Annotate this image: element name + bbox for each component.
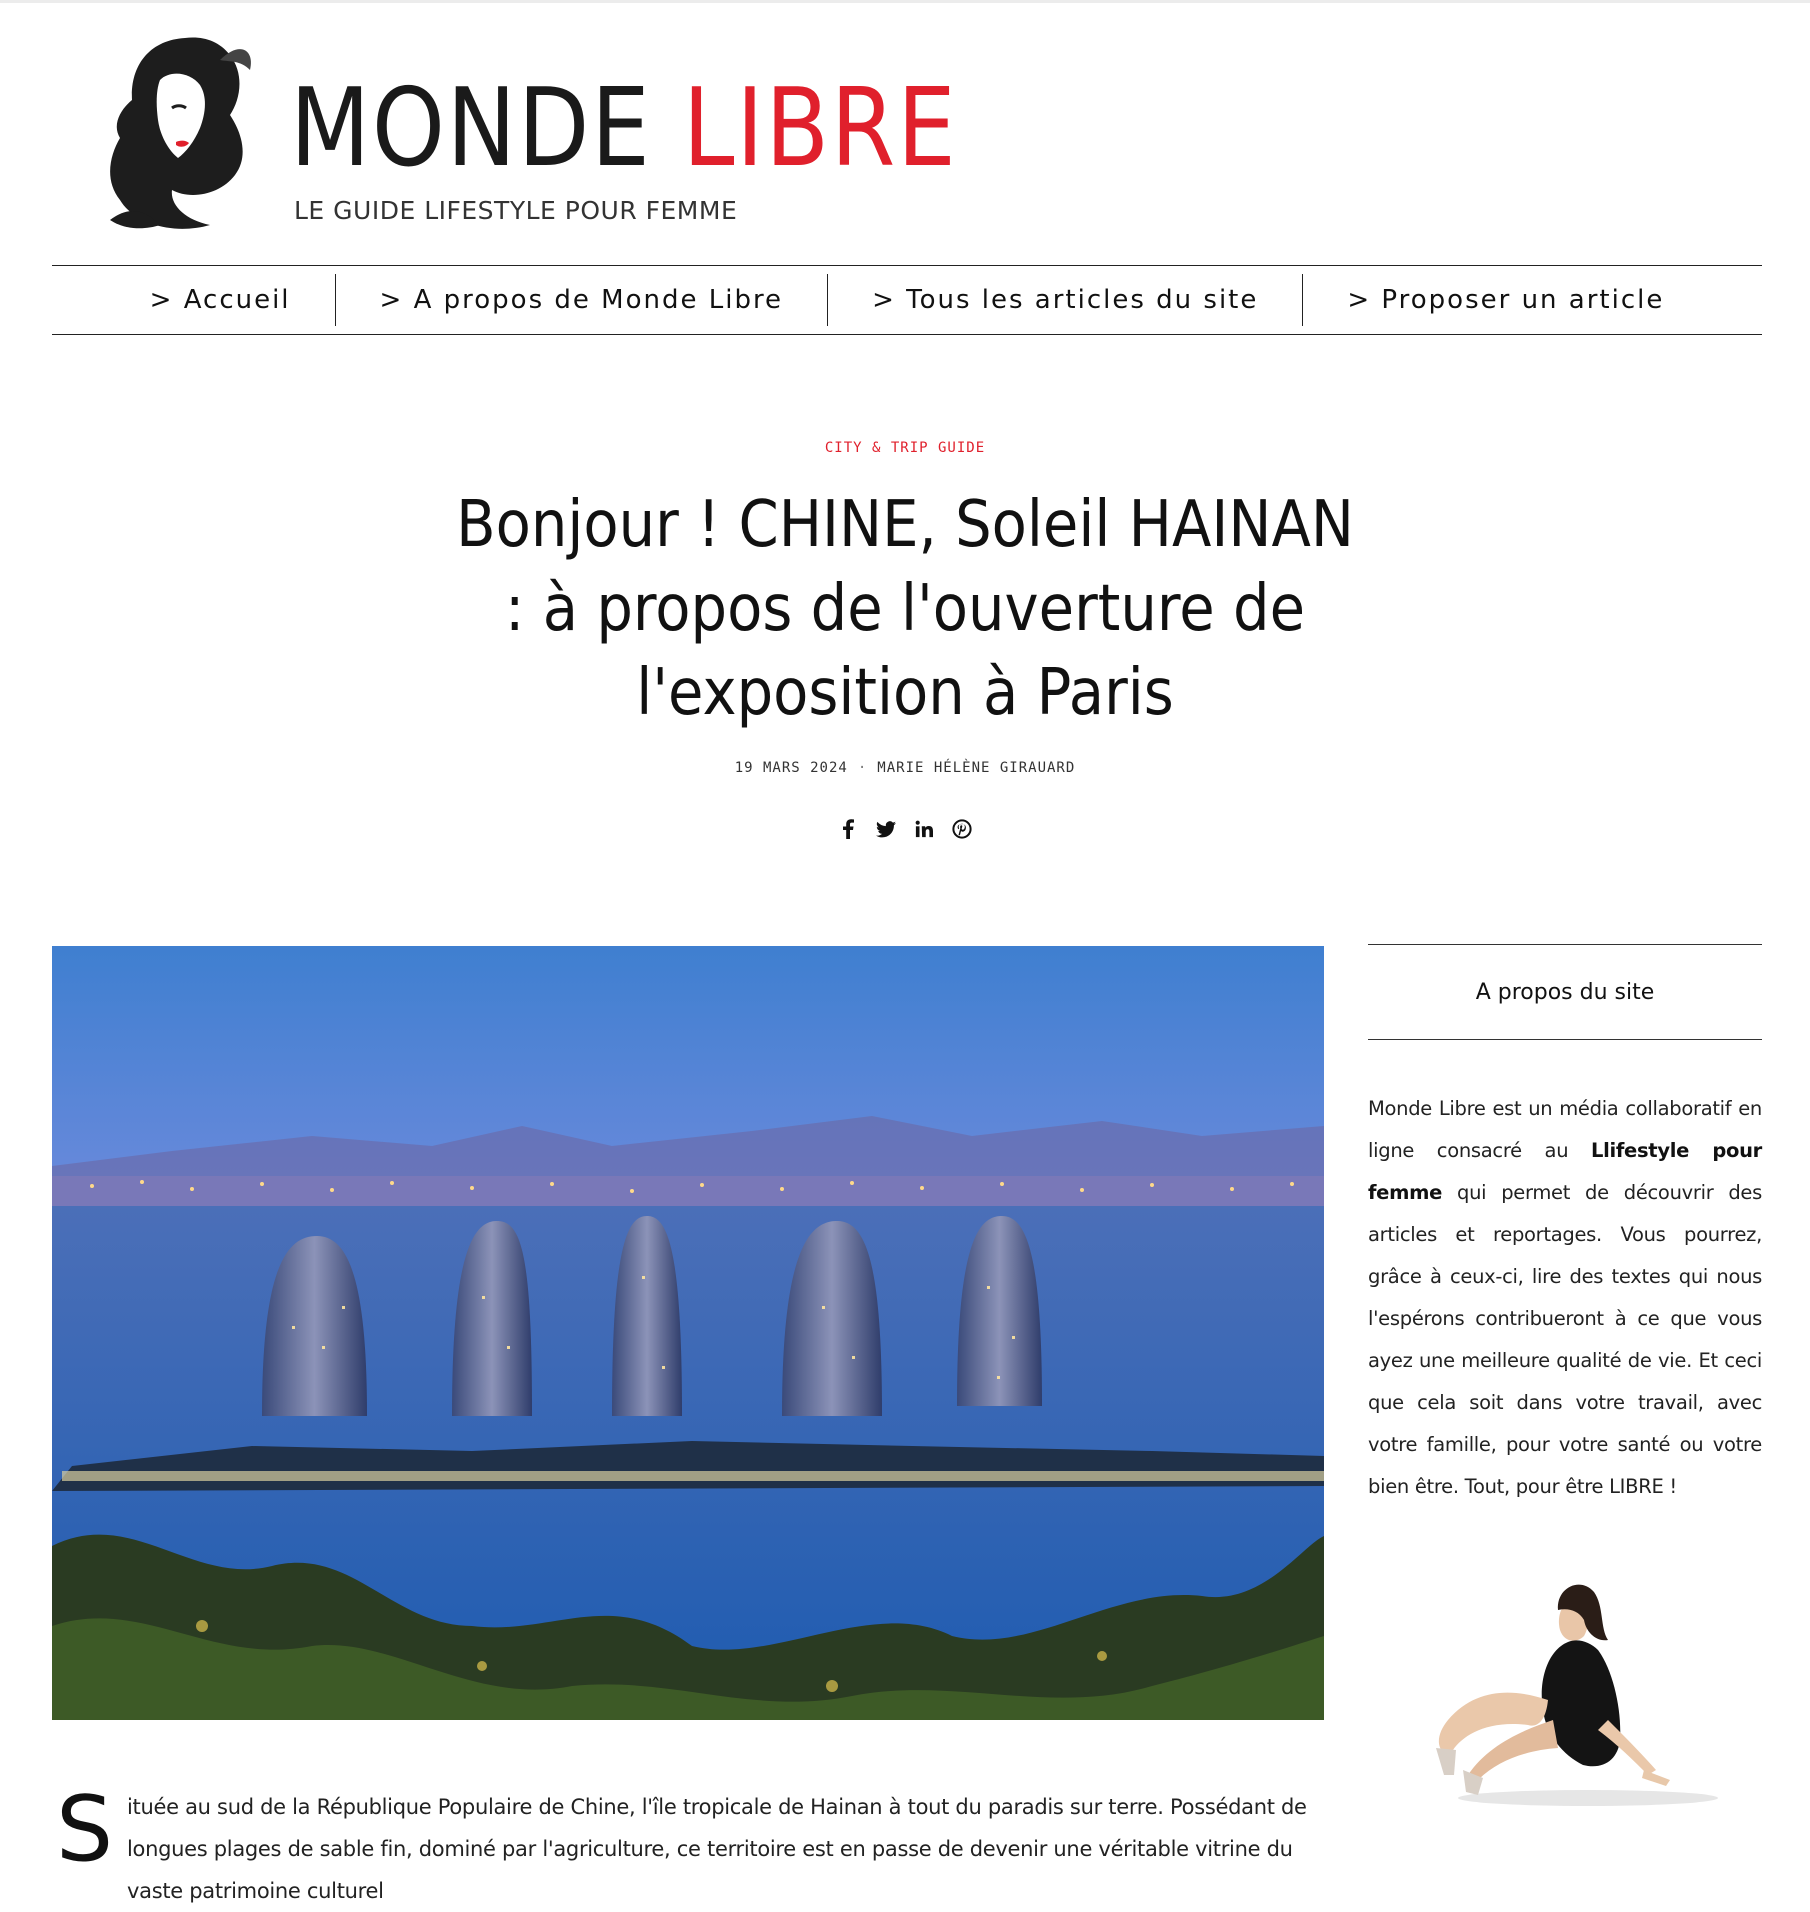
about-text-part2: qui permet de découvrir des articles et reportages. Vous pourrez, grâce à ceux-ci, lire des textes qui nous l'espérons contribueront à ce que vous ayez une meilleure qualité de vie. Et ceci que cela soit dans votre travail, avec votre famille, pour votre santé ou votre bien être. Tout, pour être LIBRE ! [1368,1181,1762,1498]
article-intro: ituée au sud de la République Populaire de Chine, l'île tropicale de Hainan à tout du paradis sur terre. Possédant de longues plages de sable fin, dominé par l'agriculture, ce territoire est en passe de devenir une véritable vitrine du vaste patrimoine culturel [127,1795,1307,1903]
article-category[interactable]: CITY & TRIP GUIDE [824,440,986,456]
article-hero-image [52,946,1324,1720]
nav-item-proposer-article[interactable]: > Proposer un article [1302,274,1708,326]
widget-title: A propos du site [1368,944,1762,1040]
site-tagline: LE GUIDE LIFESTYLE POUR FEMME [294,196,738,225]
about-text-part1: Monde Libre est un média collaboratif en ligne consacré au [1368,1097,1762,1162]
pinterest-icon[interactable] [952,818,972,840]
article-dropcap: S [56,1777,114,1882]
main-nav [52,265,1762,335]
top-border [0,0,1810,3]
facebook-icon[interactable] [838,818,858,840]
linkedin-icon[interactable] [914,818,934,840]
twitter-icon[interactable] [876,818,896,840]
sidebar [1368,944,1762,1810]
sidebar-woman-image [1408,1570,1728,1810]
nav-item-accueil[interactable]: > Accueil [149,285,291,315]
about-text-bold: Llifestyle pour femme [1368,1139,1763,1204]
share-buttons [0,818,1810,840]
nav-item-tous-les-articles[interactable]: > Tous les articles du site [827,274,1302,326]
hainan-skyline-image [52,946,1324,1720]
article-date: 19 MARS 2024 [734,760,848,776]
article-title: Bonjour ! CHINE, Soleil HAINAN : à propos de l'ouverture de l'exposition à Paris [456,488,1354,730]
article-author[interactable]: MARIE HÉLÈNE GIRAUARD [877,760,1076,776]
about-widget-text [1368,1088,1762,1508]
site-title: MONDE LIBRE [290,66,958,191]
nav-item-a-propos[interactable]: > A propos de Monde Libre [335,274,828,326]
meta-separator: · [857,760,868,776]
woman-face-logo-icon [90,30,260,240]
site-logo[interactable] [90,30,958,240]
article-meta [0,760,1810,776]
seated-woman-illustration [1408,1570,1728,1810]
